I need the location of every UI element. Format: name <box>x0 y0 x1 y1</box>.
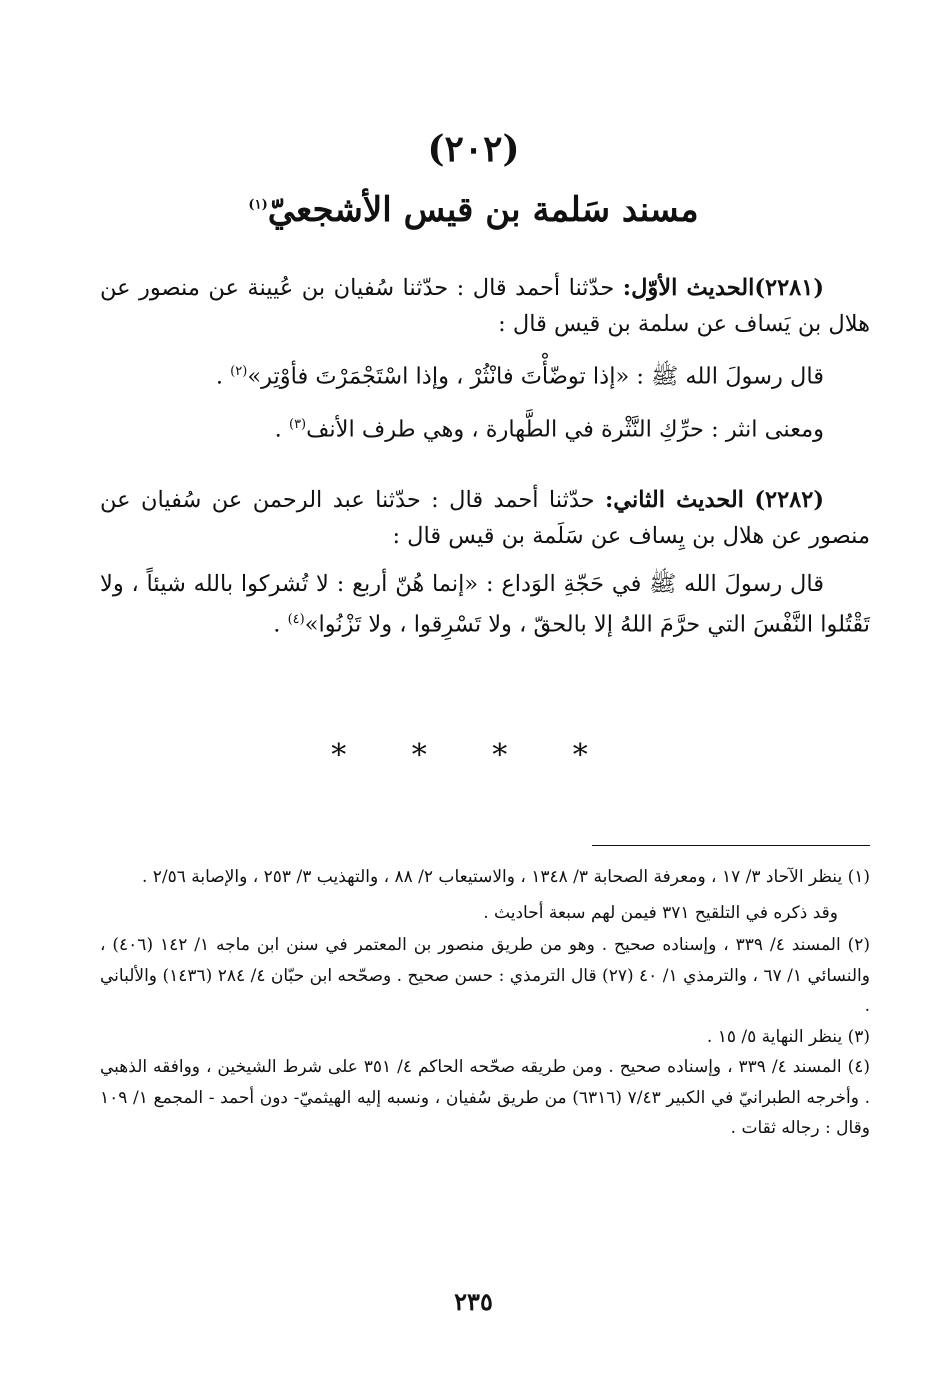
footnote-1: (١) ينظر الآحاد ٣/ ١٧ ، ومعرفة الصحابة ٣/ ١٣٤٨ ، والاستيعاب ٢/ ٨٨ ، والتهذيب ٣/ ٢٥٣ ، والإصابة ٢/٥٦ . <box>141 867 870 887</box>
chapter-title-text: مسند سَلمة بن قيس الأشجعيّ <box>267 190 699 230</box>
hadith-2-isnad-text: حدّثنا أحمد قال : حدّثنا عبد الرحمن عن سُفيان عن منصور عن هلال بن يِساف عن سَلَمة بن قيس قال : <box>100 487 870 549</box>
hadith-1-number: (٢٢٨١) <box>754 275 824 301</box>
footnote-4: (٤) المسند ٤/ ٣٣٩ ، وإسناده صحيح . ومن طريقه صحّحه الحاكم ٤/ ٣٥١ على شرط الشيخين ، ووافقه الذهبي . وأخرجه الطبرانيّ في الكبير ٧/٤٣ (٦٣١٦) من طريق سُفيان ، ونسبه إليه الهيثميّ- دون أحمد - المجمع ١/ ١٠٩ وقال : رجاله ثقات . <box>100 1057 871 1138</box>
hadith-2-matn-text: قال رسولَ الله ﷺ في حَجّةِ الوَداع : «إنما هُنّ أربع : لا تُشركوا بالله شيئاً ، ولا تَقْتُلوا النَّفْسَ التي حرَّمَ اللهُ إلا بالحقّ ، ولا تَسْرِقوا ، ولا تَزْنُوا» <box>100 571 870 638</box>
footnote-ref-4: (٤) <box>287 612 305 627</box>
hadith-1-gloss <box>100 407 870 448</box>
footnote-3: (٣) ينظر النهاية ٥/ ١٥ . <box>706 1026 870 1047</box>
chapter-number: (٢٠٢) <box>427 128 520 170</box>
footnote-ref-1: (١) <box>248 197 268 213</box>
hadith-1-gloss-text: ومعنى انثر : حرِّكِ النَّثْرة في الطَّهارة ، وهي طرف الأنف <box>306 416 824 442</box>
hadith-1 <box>100 270 870 447</box>
page-number: ٢٣٥ <box>454 1287 493 1316</box>
footnote-ref-2: (٢) <box>230 364 248 379</box>
hadith-1-isnad-text: حدّثنا أحمد قال : حدّثنا سُفيان بن عُيينة عن منصور عن هلال بن يَساف عن سلمة بن قيس قال : <box>100 275 870 337</box>
footnote-ref-3: (٣) <box>288 416 307 432</box>
hadith-1-matn <box>100 354 870 395</box>
hadith-1-matn-text: قال رسولَ الله ﷺ : «إذا توضّأْتَ فانْثُرْ ، وإذا اسْتَجْمَرْتَ فأوْتِر» <box>247 363 824 390</box>
hadith-2 <box>100 482 870 643</box>
hadith-2-number: (٢٢٨٢) <box>754 487 825 513</box>
hadith-1-isnad <box>100 270 870 342</box>
chapter-title <box>0 190 947 230</box>
section-separator: * * * * <box>331 738 616 773</box>
hadith-1-gloss-end: . <box>274 416 289 442</box>
hadith-1-label: الحديث الأوّل: <box>622 275 755 301</box>
footnotes <box>100 862 870 1144</box>
hadith-2-matn-end: . <box>273 611 288 638</box>
hadith-2-matn <box>100 566 870 643</box>
footnote-divider <box>592 845 870 846</box>
hadith-2-isnad <box>100 482 870 554</box>
hadith-1-matn-end: . <box>215 363 231 390</box>
footnote-2: (٢) المسند ٤/ ٣٣٩ ، وإسناده صحيح . وهو من طريق منصور بن المعتمر في سنن ابن ماجه ١/ ١٤٢ (٤٠٦) ، والنسائي ١/ ٦٧ ، والترمذي ١/ ٤٠ (٢٧) قال الترمذي : حسن صحيح . وصحّحه ابن حبّان ٤/ ٢٨٤ (١٤٣٦) والألباني . <box>100 935 871 1016</box>
footnote-1-extra: وقد ذكره في التلقيح ٣٧١ فيمن لهم سبعة أحاديث . <box>483 902 838 923</box>
hadith-2-label: الحديث الثاني: <box>604 487 744 513</box>
